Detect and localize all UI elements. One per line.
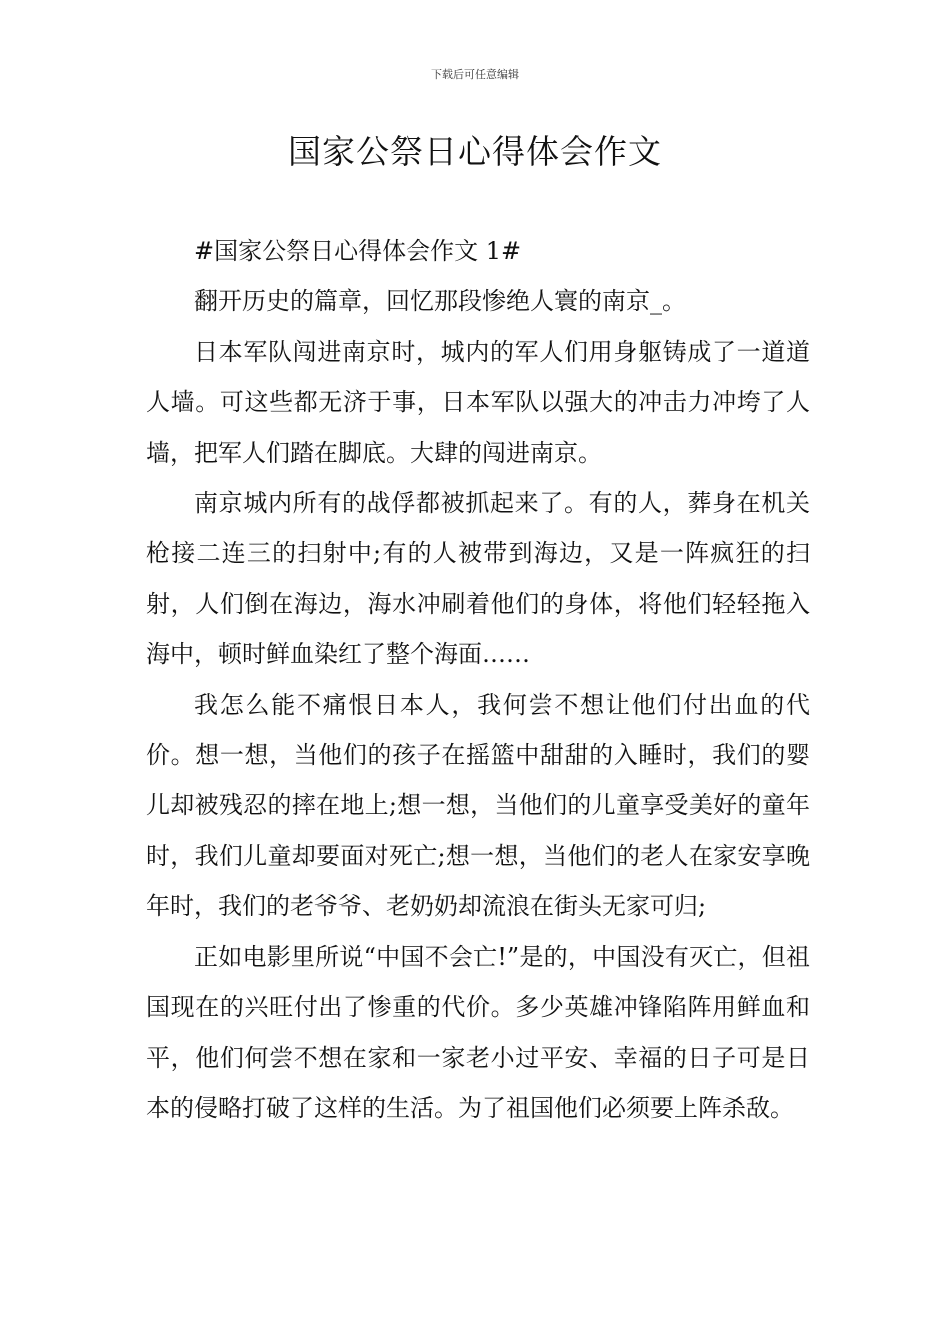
paragraph: 我怎么能不痛恨日本人，我何尝不想让他们付出血的代价。想一想，当他们的孩子在摇篮中甜甜的入睡时，我们的婴儿却被残忍的摔在地上;想一想，当他们的儿童享受美好的童年时，我们儿童却要面对死亡;想一想，当他们的老人在家安享晚年时，我们的老爷爷、老奶奶却流浪在街头无家可归;	[146, 690, 810, 921]
paragraph: 日本军队闯进南京时，城内的军人们用身躯铸成了一道道人墙。可这些都无济于事，日本军队以强大的冲击力冲垮了人墙，把军人们踏在脚底。大肆的闯进南京。	[146, 337, 810, 467]
header-note: 下载后可任意编辑	[431, 68, 519, 81]
paragraph: 翻开历史的篇章，回忆那段惨绝人寰的南京_。	[194, 287, 686, 316]
paragraph: 南京城内所有的战俘都被抓起来了。有的人，葬身在机关枪接二连三的扫射中;有的人被带到海边，又是一阵疯狂的扫射，人们倒在海边，海水冲刷着他们的身体，将他们轻轻拖入海中，顿时鲜血染红了整个海面……	[146, 489, 810, 669]
document-title: 国家公祭日心得体会作文	[288, 132, 662, 171]
paragraph: 正如电影里所说“中国不会亡!”是的，中国没有灭亡，但祖国现在的兴旺付出了惨重的代价。多少英雄冲锋陷阵用鲜血和平，他们何尝不想在家和一家老小过平安、幸福的日子可是日本的侵略打破了这样的生活。为了祖国他们必须要上阵杀敌。	[146, 942, 810, 1122]
document-body	[146, 226, 810, 1133]
section-heading: #国家公祭日心得体会作文 1#	[194, 237, 522, 265]
